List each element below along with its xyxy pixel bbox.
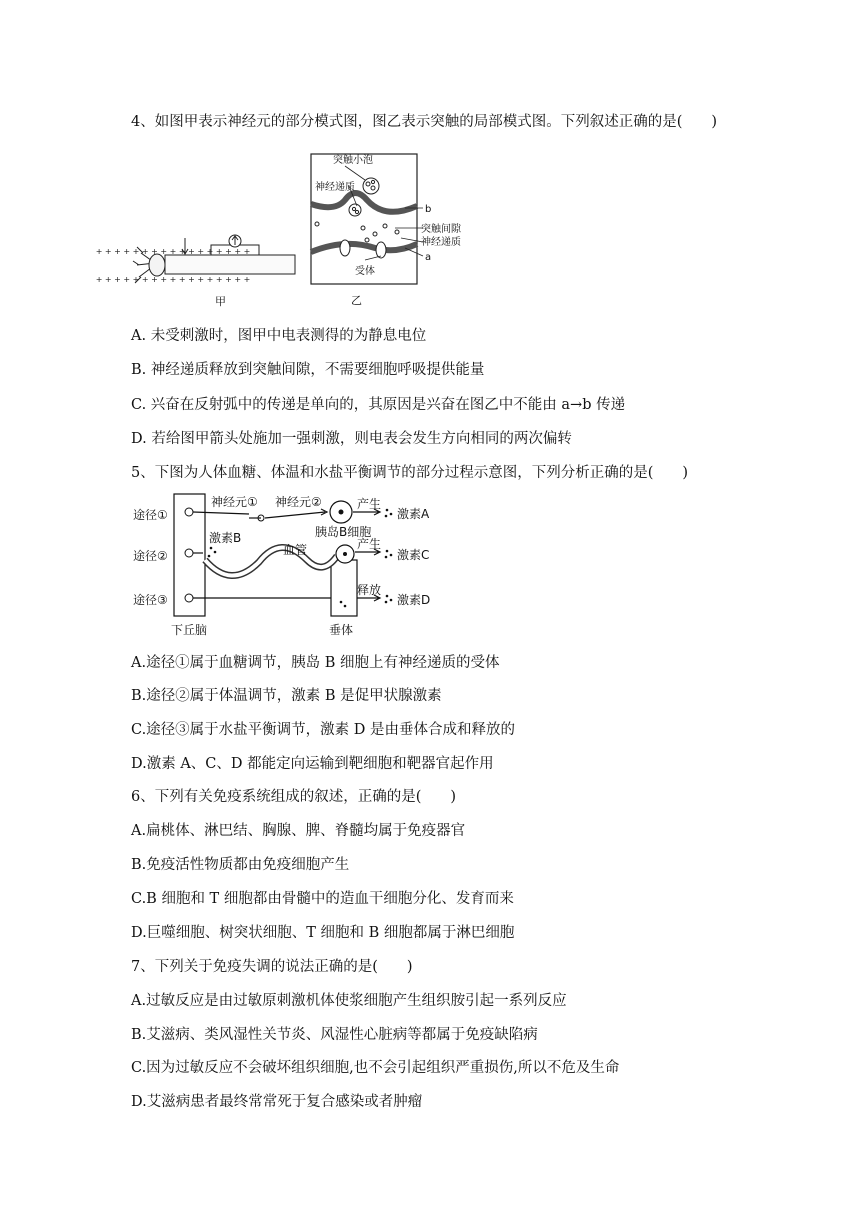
label-vessel: 血管 <box>283 543 308 557</box>
svg-text:+ + + + + + + + + + + + + + +: + + + + + + + + + + + + + + + + + <box>95 275 251 284</box>
q6-stem: 6、下列有关免疫系统组成的叙述，正确的是( ) <box>131 789 457 805</box>
label-b: b <box>425 204 432 215</box>
label-hormone-a: 激素A <box>397 507 430 521</box>
figure-yi-label: 乙 <box>351 294 362 307</box>
label-vesicle: 突触小泡 <box>333 155 373 166</box>
q7-stem: 7、下列关于免疫失调的说法正确的是( ) <box>131 959 413 975</box>
q6-option-b: B.免疫活性物质都由免疫细胞产生 <box>131 857 350 873</box>
label-path1: 途径① <box>133 508 168 522</box>
q6-option-d: D.巨噬细胞、树突状细胞、T 细胞和 B 细胞都属于淋巴细胞 <box>131 925 515 941</box>
label-pituitary: 垂体 <box>329 623 354 637</box>
q4-stem: 4、如图甲表示神经元的部分模式图，图乙表示突触的局部模式图。下列叙述正确的是( ) <box>131 114 718 130</box>
label-release: 释放 <box>357 583 382 597</box>
label-islet: 胰岛B细胞 <box>315 525 372 539</box>
figure-q5-regulation <box>131 490 451 640</box>
label-produce2: 产生 <box>357 537 382 551</box>
q4-option-a: A. 未受刺激时，图甲中电表测得的为静息电位 <box>131 328 427 344</box>
q5-option-c: C.途径③属于水盐平衡调节，激素 D 是由垂体合成和释放的 <box>131 722 516 738</box>
q5-stem: 5、下图为人体血糖、体温和水盐平衡调节的部分过程示意图，下列分析正确的是( ) <box>131 465 689 481</box>
figure-jia-neuron <box>95 225 303 310</box>
q5-option-b: B.途径②属于体温调节，激素 B 是促甲状腺激素 <box>131 688 442 704</box>
label-hypothalamus: 下丘脑 <box>171 623 208 637</box>
label-hormone-c: 激素C <box>397 548 430 562</box>
q6-option-c: C.B 细胞和 T 细胞都由骨髓中的造血干细胞分化、发育而来 <box>131 891 514 907</box>
label-transmitter-right: 神经递质 <box>421 237 461 248</box>
q5-option-a: A.途径①属于血糖调节，胰岛 B 细胞上有神经递质的受体 <box>131 655 500 671</box>
label-produce1: 产生 <box>357 497 382 511</box>
q5-option-d: D.激素 A、C、D 都能定向运输到靶细胞和靶器官起作用 <box>131 756 494 772</box>
q4-option-b: B. 神经递质释放到突触间隙，不需要细胞呼吸提供能量 <box>131 362 485 378</box>
q4-option-d: D. 若给图甲箭头处施加一强刺激，则电表会发生方向相同的两次偏转 <box>131 431 572 447</box>
label-hormone-d: 激素D <box>397 593 431 607</box>
label-path2: 途径② <box>133 549 168 563</box>
figure-jia-label: 甲 <box>215 295 226 308</box>
label-neuron1: 神经元① <box>211 495 258 509</box>
svg-text:+ + + + + + + + + + + + + + +: + + + + + + + + + + + + + + + + + <box>95 247 251 256</box>
q7-option-c: C.因为过敏反应不会破坏组织细胞,也不会引起组织严重损伤,所以不危及生命 <box>131 1060 620 1076</box>
label-cleft: 突触间隙 <box>421 224 461 235</box>
label-path3: 途径③ <box>133 593 168 607</box>
q6-option-a: A.扁桃体、淋巴结、胸腺、脾、脊髓均属于免疫器官 <box>131 823 466 839</box>
label-neuron2: 神经元② <box>275 495 322 509</box>
label-a: a <box>425 252 432 263</box>
label-receptor: 受体 <box>355 266 375 277</box>
label-hormone-b: 激素B <box>209 531 242 545</box>
figure-yi-synapse <box>305 148 475 308</box>
label-transmitter-top: 神经递质 <box>315 182 355 193</box>
q7-option-d: D.艾滋病患者最终常常死于复合感染或者肿瘤 <box>131 1094 423 1110</box>
q4-option-c: C. 兴奋在反射弧中的传递是单向的，其原因是兴奋在图乙中不能由 a→b 传递 <box>131 397 626 413</box>
q7-option-b: B.艾滋病、类风湿性关节炎、风湿性心脏病等都属于免疫缺陷病 <box>131 1027 538 1043</box>
q7-option-a: A.过敏反应是由过敏原刺激机体使浆细胞产生组织胺引起一系列反应 <box>131 993 567 1009</box>
